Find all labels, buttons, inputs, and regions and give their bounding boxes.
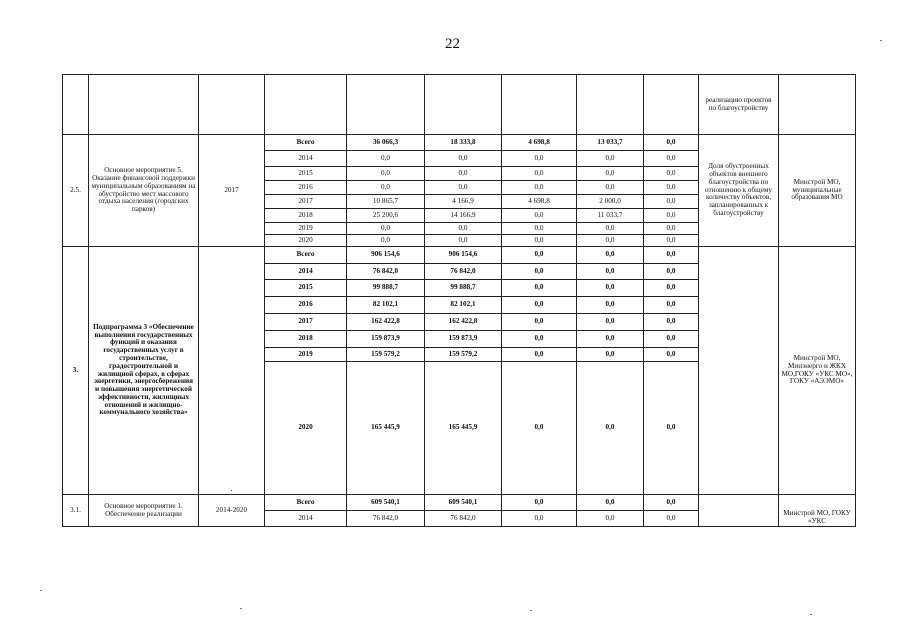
value-cell: 11 033,7 xyxy=(577,209,644,223)
value-cell: 0,0 xyxy=(577,314,644,331)
value-cell: 165 445,9 xyxy=(425,362,502,495)
value-cell: 76 842,0 xyxy=(425,511,502,527)
value-cell: 0,0 xyxy=(644,195,699,209)
value-cell: 609 540,1 xyxy=(425,495,502,511)
value-cell: 0,0 xyxy=(502,209,577,223)
value-cell: 99 888,7 xyxy=(425,280,502,297)
year-cell: 2016 xyxy=(265,297,347,314)
measure-name: Основное мероприятие 5. Оказание финансовой поддержки муниципальным образованиям на обустройство мест массового отдыха населения (городских парков) xyxy=(89,135,199,247)
value-cell: 13 033,7 xyxy=(577,135,644,151)
row-number: 3.1. xyxy=(63,495,89,527)
value-cell: 0,0 xyxy=(577,167,644,181)
value-cell: 0,0 xyxy=(502,314,577,331)
year-cell: 2017 xyxy=(265,195,347,209)
value-cell: 0,0 xyxy=(644,511,699,527)
total-cell: 76 842,0 xyxy=(347,264,425,280)
year-cell: 2016 xyxy=(265,181,347,195)
total-cell: 76 842,0 xyxy=(347,511,425,527)
value-cell: 0,0 xyxy=(425,235,502,247)
year-cell: Всего xyxy=(265,495,347,511)
budget-table xyxy=(62,74,856,527)
total-cell: 99 888,7 xyxy=(347,280,425,297)
value-cell: 0,0 xyxy=(425,167,502,181)
value-cell: 0,0 xyxy=(577,181,644,195)
value-cell: 0,0 xyxy=(644,247,699,264)
value-cell: 0,0 xyxy=(502,362,577,495)
value-cell: 0,0 xyxy=(502,511,577,527)
total-cell: 82 102,1 xyxy=(347,297,425,314)
value-cell: 0,0 xyxy=(577,511,644,527)
total-cell: 162 422,8 xyxy=(347,314,425,331)
value-cell: 4 698,8 xyxy=(502,195,577,209)
value-cell: 159 873,9 xyxy=(425,331,502,348)
scan-speck xyxy=(40,590,42,591)
value-cell: 0,0 xyxy=(425,181,502,195)
value-cell: 0,0 xyxy=(502,247,577,264)
row-number: 2.5. xyxy=(63,135,89,247)
value-cell: 162 422,8 xyxy=(425,314,502,331)
total-cell: 0,0 xyxy=(347,151,425,167)
total-cell: 10 865,7 xyxy=(347,195,425,209)
year-cell: 2019 xyxy=(265,348,347,362)
value-cell: 0,0 xyxy=(502,348,577,362)
year-cell: 2020 xyxy=(265,235,347,247)
value-cell: 0,0 xyxy=(577,362,644,495)
total-cell: 25 200,6 xyxy=(347,209,425,223)
total-cell: 165 445,9 xyxy=(347,362,425,495)
total-cell: 159 579,2 xyxy=(347,348,425,362)
year-cell: 2015 xyxy=(265,280,347,297)
year-cell: 2020 xyxy=(265,362,347,495)
scan-speck xyxy=(240,608,242,609)
value-cell: 0,0 xyxy=(644,135,699,151)
value-cell: 0,0 xyxy=(502,167,577,181)
table-row xyxy=(63,135,856,151)
value-cell: 0,0 xyxy=(644,264,699,280)
year-cell: 2019 xyxy=(265,223,347,235)
value-cell: 0,0 xyxy=(644,167,699,181)
value-cell: 0,0 xyxy=(502,181,577,195)
value-cell: 0,0 xyxy=(502,151,577,167)
scan-speck xyxy=(530,610,532,611)
total-cell: 906 154,6 xyxy=(347,247,425,264)
value-cell: 0,0 xyxy=(644,151,699,167)
year-cell: 2014 xyxy=(265,151,347,167)
row-number: 3. xyxy=(63,247,89,495)
value-cell: 0,0 xyxy=(577,247,644,264)
measure-period: 2014-2020 xyxy=(199,495,265,527)
value-cell: 0,0 xyxy=(502,495,577,511)
total-cell: 0,0 xyxy=(347,181,425,195)
value-cell: 0,0 xyxy=(644,331,699,348)
value-cell: 0,0 xyxy=(644,181,699,195)
total-cell: 0,0 xyxy=(347,235,425,247)
total-cell: 159 873,9 xyxy=(347,331,425,348)
year-cell: 2014 xyxy=(265,511,347,527)
measure-period: 2017 xyxy=(199,135,265,247)
value-cell: 0,0 xyxy=(644,223,699,235)
value-cell: 0,0 xyxy=(502,223,577,235)
measure-executor: Минстрой МО, муниципальные образования МО xyxy=(779,135,856,247)
value-cell: 18 333,8 xyxy=(425,135,502,151)
year-cell: 2014 xyxy=(265,264,347,280)
measure-name: Основное мероприятие 1. Обеспечение реализации xyxy=(89,495,199,527)
measure-indicator: Доля обустроенных объектов внешнего благоустройства по отношению к общему количеству объектов, запланированных к благоустройству xyxy=(699,135,779,247)
value-cell: 82 102,1 xyxy=(425,297,502,314)
year-cell: 2017 xyxy=(265,314,347,331)
value-cell: 0,0 xyxy=(502,297,577,314)
value-cell: 76 842,0 xyxy=(425,264,502,280)
value-cell: 0,0 xyxy=(577,495,644,511)
scan-speck xyxy=(880,40,882,41)
value-cell: 0,0 xyxy=(577,151,644,167)
total-cell: 36 066,3 xyxy=(347,135,425,151)
year-cell: Всего xyxy=(265,135,347,151)
year-cell: 2015 xyxy=(265,167,347,181)
total-cell: 609 540,1 xyxy=(347,495,425,511)
continuation-indicator-text: реализацию проектов по благоустройству xyxy=(699,75,779,135)
value-cell: 0,0 xyxy=(425,223,502,235)
value-cell: 0,0 xyxy=(644,280,699,297)
value-cell: 4 698,8 xyxy=(502,135,577,151)
value-cell: 0,0 xyxy=(577,235,644,247)
value-cell: 0,0 xyxy=(644,314,699,331)
value-cell: 0,0 xyxy=(577,348,644,362)
value-cell: 0,0 xyxy=(502,331,577,348)
value-cell: 0,0 xyxy=(644,348,699,362)
table-row xyxy=(63,495,856,511)
continuation-row xyxy=(63,75,856,135)
value-cell: 0,0 xyxy=(502,280,577,297)
value-cell: 0,0 xyxy=(577,264,644,280)
value-cell: 0,0 xyxy=(502,264,577,280)
value-cell: 0,0 xyxy=(644,297,699,314)
value-cell: 906 154,6 xyxy=(425,247,502,264)
subprogram-executor: Минстрой МО, Минэнерго и ЖКХ МО,ГОКУ «УКС МО», ГОКУ «АЭЭМО» xyxy=(779,247,856,495)
value-cell: 4 166,9 xyxy=(425,195,502,209)
subprogram-name: Подпрограмма 3 «Обеспечение выполнения государственных функций и оказания государственных услуг в строительстве, градостроительной и жилищной сферах, в сферах энергетики, энергосбережения и повышения энергетической эффективности, жилищных отношений и жилищно-коммунального хозяйства» xyxy=(89,247,199,495)
value-cell: 0,0 xyxy=(577,280,644,297)
year-cell: 2018 xyxy=(265,331,347,348)
total-cell: 0,0 xyxy=(347,223,425,235)
value-cell: 0,0 xyxy=(644,495,699,511)
value-cell: 0,0 xyxy=(577,297,644,314)
measure-executor: Минстрой МО, ГОКУ «УКС xyxy=(779,495,856,527)
table-row xyxy=(63,247,856,264)
scan-speck xyxy=(810,614,812,615)
year-cell: 2018 xyxy=(265,209,347,223)
value-cell: 159 579,2 xyxy=(425,348,502,362)
value-cell: 14 166,9 xyxy=(425,209,502,223)
period-mark: . xyxy=(230,484,233,494)
value-cell: 0,0 xyxy=(644,235,699,247)
page-number: 22 xyxy=(445,36,460,52)
year-cell: Всего xyxy=(265,247,347,264)
value-cell: 0,0 xyxy=(425,151,502,167)
total-cell: 0,0 xyxy=(347,167,425,181)
value-cell: 0,0 xyxy=(644,362,699,495)
value-cell: 0,0 xyxy=(644,209,699,223)
value-cell: 0,0 xyxy=(577,331,644,348)
value-cell: 0,0 xyxy=(502,235,577,247)
value-cell: 2 000,0 xyxy=(577,195,644,209)
value-cell: 0,0 xyxy=(577,223,644,235)
